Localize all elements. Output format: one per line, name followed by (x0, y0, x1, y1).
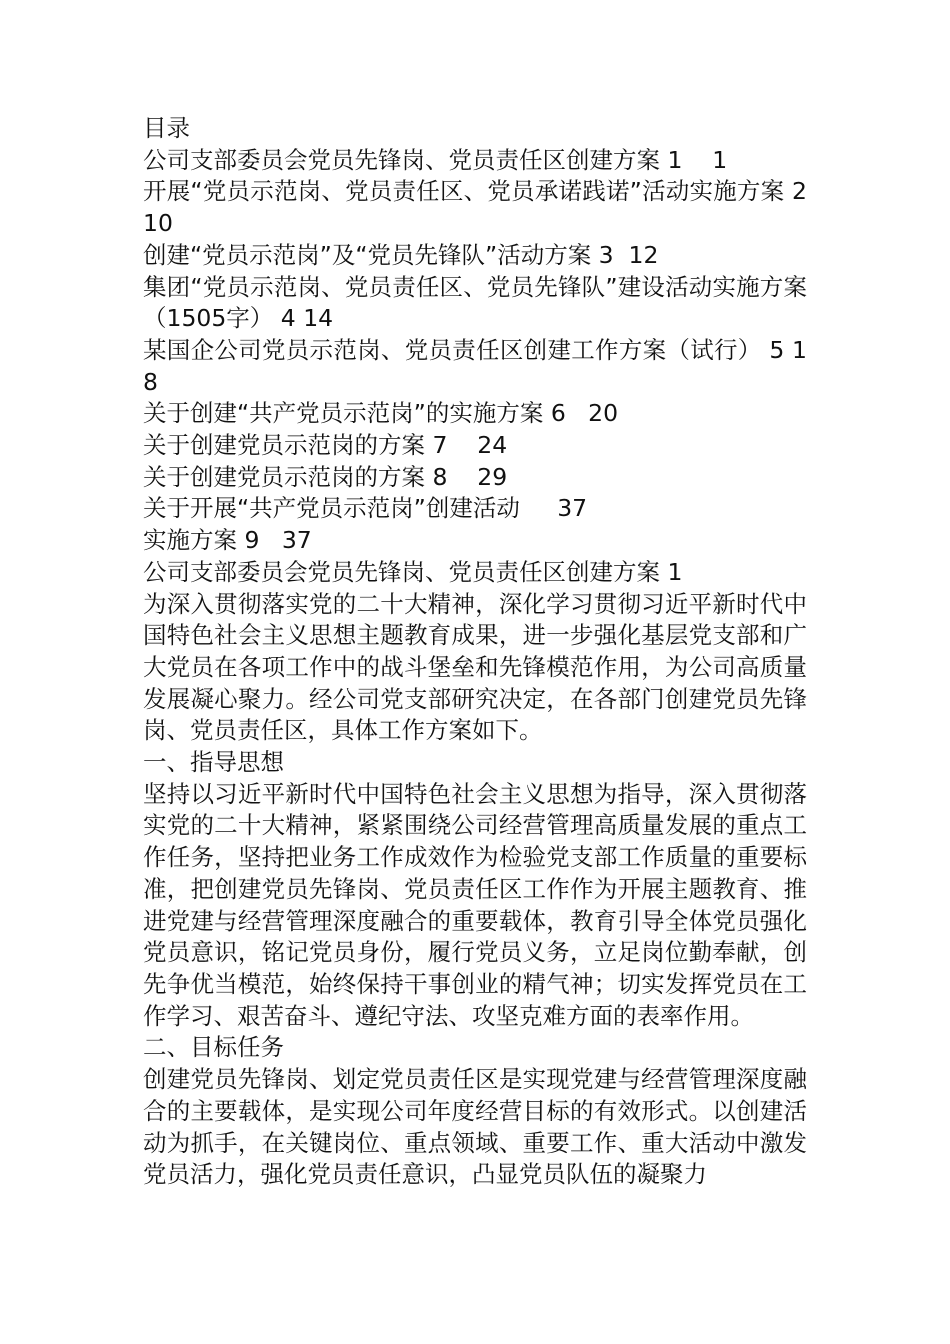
toc-entry-9: 关于开展“共产党员示范岗”创建活动 37 (143, 494, 588, 523)
toc-entry-3: 创建“党员示范岗”及“党员先锋队”活动方案 3 12 (143, 240, 659, 269)
toc-entry-8: 关于创建党员示范岗的方案 8 29 (143, 462, 508, 491)
document-title: 公司支部委员会党员先锋岗、党员责任区创建方案 1 (143, 557, 683, 586)
section-heading-goals: 二、目标任务 (143, 1033, 284, 1062)
toc-heading: 目录 (143, 114, 190, 142)
toc-entry-1: 公司支部委员会党员先锋岗、党员责任区创建方案 1 1 (143, 145, 728, 174)
toc-entry-10: 实施方案 9 37 (143, 526, 312, 555)
section-paragraph-goals: 创建党员先锋岗、划定党员责任区是实现党建与经营管理深度融合的主要载体，是实现公司年度经营目标的有效形式。以创建活动为抓手，在关键岗位、重点领域、重要工作、重大活动中激发党员活力，强化党员责任意识，凸显党员队伍的凝聚力 (143, 1065, 807, 1189)
toc-entry-7: 关于创建党员示范岗的方案 7 24 (143, 431, 508, 460)
section-heading-guiding-thought: 一、指导思想 (143, 748, 284, 777)
toc-entry-4: 集团“党员示范岗、党员责任区、党员先锋队”建设活动实施方案（1505字） 4 14 (143, 272, 807, 333)
toc-entry-5: 某国企公司党员示范岗、党员责任区创建工作方案（试行） 5 18 (143, 335, 807, 396)
document-page (143, 113, 807, 1191)
section-paragraph-guiding-thought: 坚持以习近平新时代中国特色社会主义思想为指导，深入贯彻落实党的二十大精神，紧紧围绕公司经营管理高质量发展的重点工作任务，坚持把业务工作成效作为检验党支部工作质量的重要标准，把创建党员先锋岗、党员责任区工作作为开展主题教育、推进党建与经营管理深度融合的重要载体，教育引导全体党员强化党员意识，铭记党员身份，履行党员义务，立足岗位勤奉献，创先争优当模范，始终保持干事创业的精气神；切实发挥党员在工作学习、艰苦奋斗、遵纪守法、攻坚克难方面的表率作用。 (143, 779, 807, 1030)
intro-paragraph: 为深入贯彻落实党的二十大精神，深化学习贯彻习近平新时代中国特色社会主义思想主题教育成果，进一步强化基层党支部和广大党员在各项工作中的战斗堡垒和先锋模范作用，为公司高质量发展凝心聚力。经公司党支部研究决定，在各部门创建党员先锋岗、党员责任区，具体工作方案如下。 (143, 589, 807, 745)
toc-entry-6: 关于创建“共产党员示范岗”的实施方案 6 20 (143, 399, 619, 428)
toc-entry-2: 开展“党员示范岗、党员责任区、党员承诺践诺”活动实施方案 2 10 (143, 177, 807, 238)
